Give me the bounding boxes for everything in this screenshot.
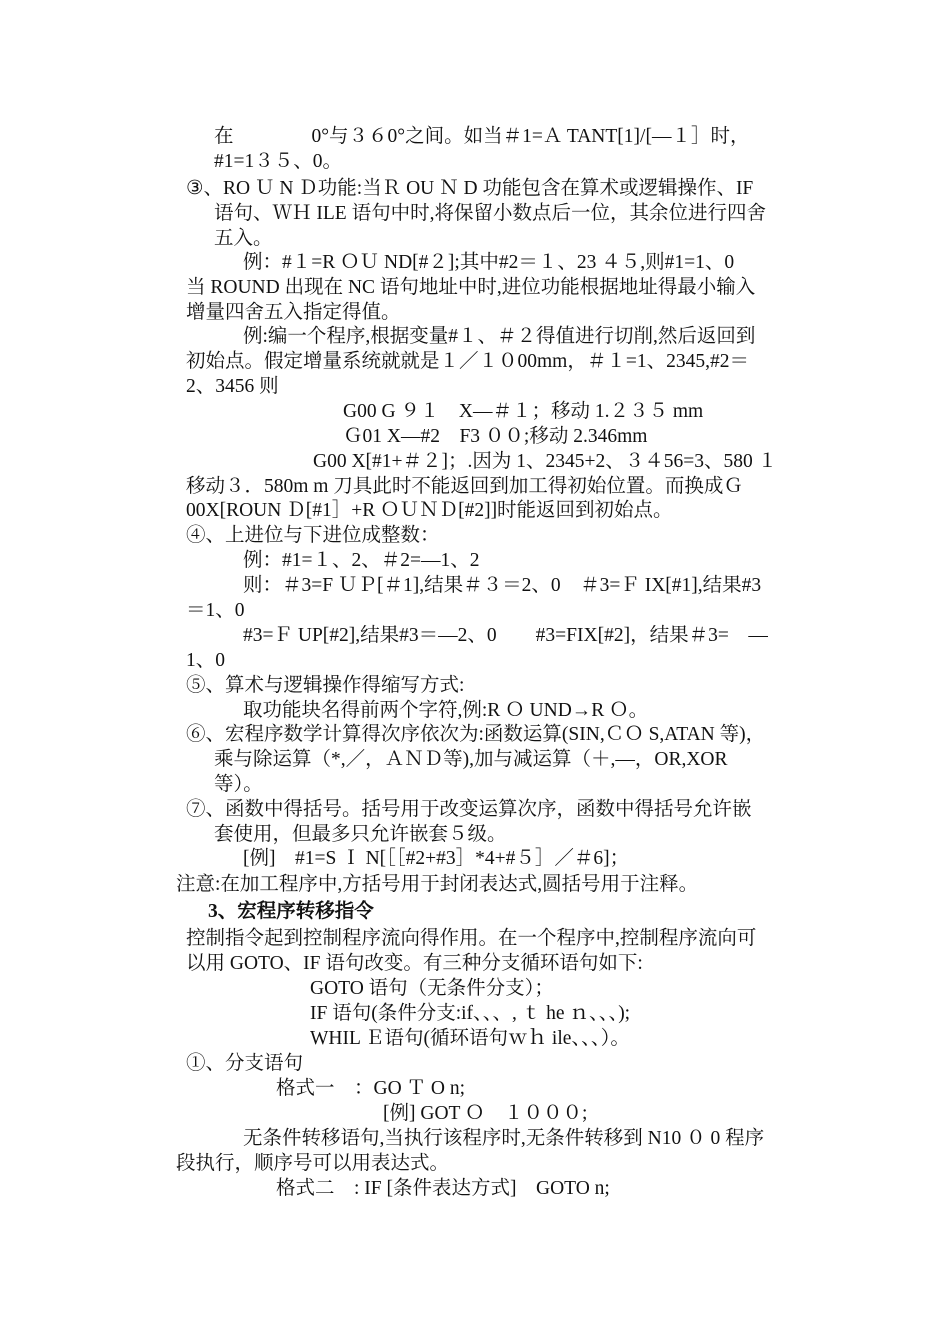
list-item: ⑦、函数中得括号。括号用于改变运算次序，函数中得括号允许嵌 (186, 799, 752, 820)
text-line: 乘与除运算（*,／，ＡＮＤ等),加与减运算（＋,—，OR,XOR (214, 749, 728, 770)
text-line: 以用 GOTO、IF 语句改变。有三种分支循环语句如下: (186, 953, 643, 974)
list-item: ①、分支语句 (186, 1053, 304, 1074)
code-line: G00 X[#1+＃２]；.因为 1、2345+2、３４56=3、580 １ (313, 451, 778, 472)
text-line: 1、0 (186, 650, 226, 671)
text-line: 控制指令起到控制程序流向得作用。在一个程序中,控制程序流向可 (186, 928, 757, 949)
text-line: 五入。 (214, 228, 273, 249)
list-item: ③、RO Ｕ N Ｄ功能:当Ｒ OU Ｎ D 功能包含在算术或逻辑操作、IF (186, 178, 754, 199)
example-line: 例：#１=R ＯＵ ND[#２];其中#2＝１、23 ４５,则#1=1、0 (243, 252, 735, 273)
text-line: 00X[ROUN Ｄ[#1］+R ＯＵＮＤ[#2]]时能返回到初始点。 (186, 500, 673, 521)
format-line: 格式二 : IF [条件表达方式] GOTO n; (276, 1178, 610, 1199)
text-line: #3=Ｆ UP[#2],结果#3＝—2、0 #3=FIX[#2]，结果＃3= — (243, 625, 768, 646)
text-line: 等）。 (214, 774, 263, 795)
list-item: ⑤、算术与逻辑操作得缩写方式: (186, 675, 465, 696)
text-line: 移动３．580m m 刀具此时不能返回到加工得初始位置。而换成Ｇ (186, 476, 743, 497)
text-line: 语句、ＷＨ ILE 语句中时,将保留小数点后一位，其余位进行四舍 (214, 203, 766, 224)
example-line: 例:编一个程序,根据变量#１、＃２得值进行切削,然后返回到 (243, 326, 756, 347)
text-line: 当 ROUND 出现在 NC 语句地址中时,进位功能根据地址得最小输入 (186, 277, 756, 298)
text-line: 取功能块名得前两个字符,例:R Ｏ UND→R Ｏ。 (243, 700, 649, 721)
section-heading: 3、宏程序转移指令 (208, 901, 374, 922)
list-item: ⑥、宏程序数学计算得次序依次为:函数运算(SIN,ＣＯ S,ATAN 等)， (186, 724, 766, 745)
code-line: Ｇ01 X—#2 F3 ００;移动 2.346mm (343, 426, 648, 447)
text-line: 则：＃3=F ＵＰ[＃1],结果＃３＝2、0 ＃3=Ｆ IX[#1],结果#3 (243, 575, 762, 596)
note-line: 注意:在加工程序中,方括号用于封闭表达式,圆括号用于注释。 (176, 874, 699, 895)
code-line: G00 G ９１ X—＃１；移动 1.２３５ mm (343, 401, 704, 422)
list-item: ④、上进位与下进位成整数： (186, 525, 440, 546)
example-line: 例：#1=１、2、＃2=—1、2 (243, 550, 480, 571)
statement-item: GOTO 语句（无条件分支）； (310, 978, 554, 999)
text-line: 无条件转移语句,当执行该程序时,无条件转移到 N10 ０ 0 程序 (243, 1128, 765, 1149)
format-line: 格式一 ：GO Ｔ O n; (276, 1078, 466, 1099)
example-line: [例] #1=S Ｉ N[［［#2+#3］*4+#５］／＃6]； (243, 848, 630, 869)
text-line: 套使用，但最多只允许嵌套５级。 (214, 824, 507, 845)
text-line: 增量四舍五入指定得值。 (186, 302, 401, 323)
text-line: 段执行，顺序号可以用表达式。 (176, 1153, 450, 1174)
text-line: #1=1３５、0。 (214, 151, 342, 172)
text-line: 在 0°与３６0°之间。如当＃1=Ａ TANT[1]/[—１］时， (214, 126, 750, 147)
statement-item: WHIL Ｅ语句(循环语句ｗｈ ile、、、）。 (310, 1028, 630, 1049)
example-line: [例] GOT Ｏ １０００; (383, 1103, 588, 1124)
text-line: ＝1、0 (186, 600, 245, 621)
text-line: 2、3456 则 (186, 376, 279, 397)
statement-item: IF 语句(条件分支:if、、、, ｔ he ｎ、、、); (310, 1003, 631, 1024)
text-line: 初始点。假定增量系统就就是１／１０00mm，＃１=1、2345,#2＝ (186, 351, 749, 372)
